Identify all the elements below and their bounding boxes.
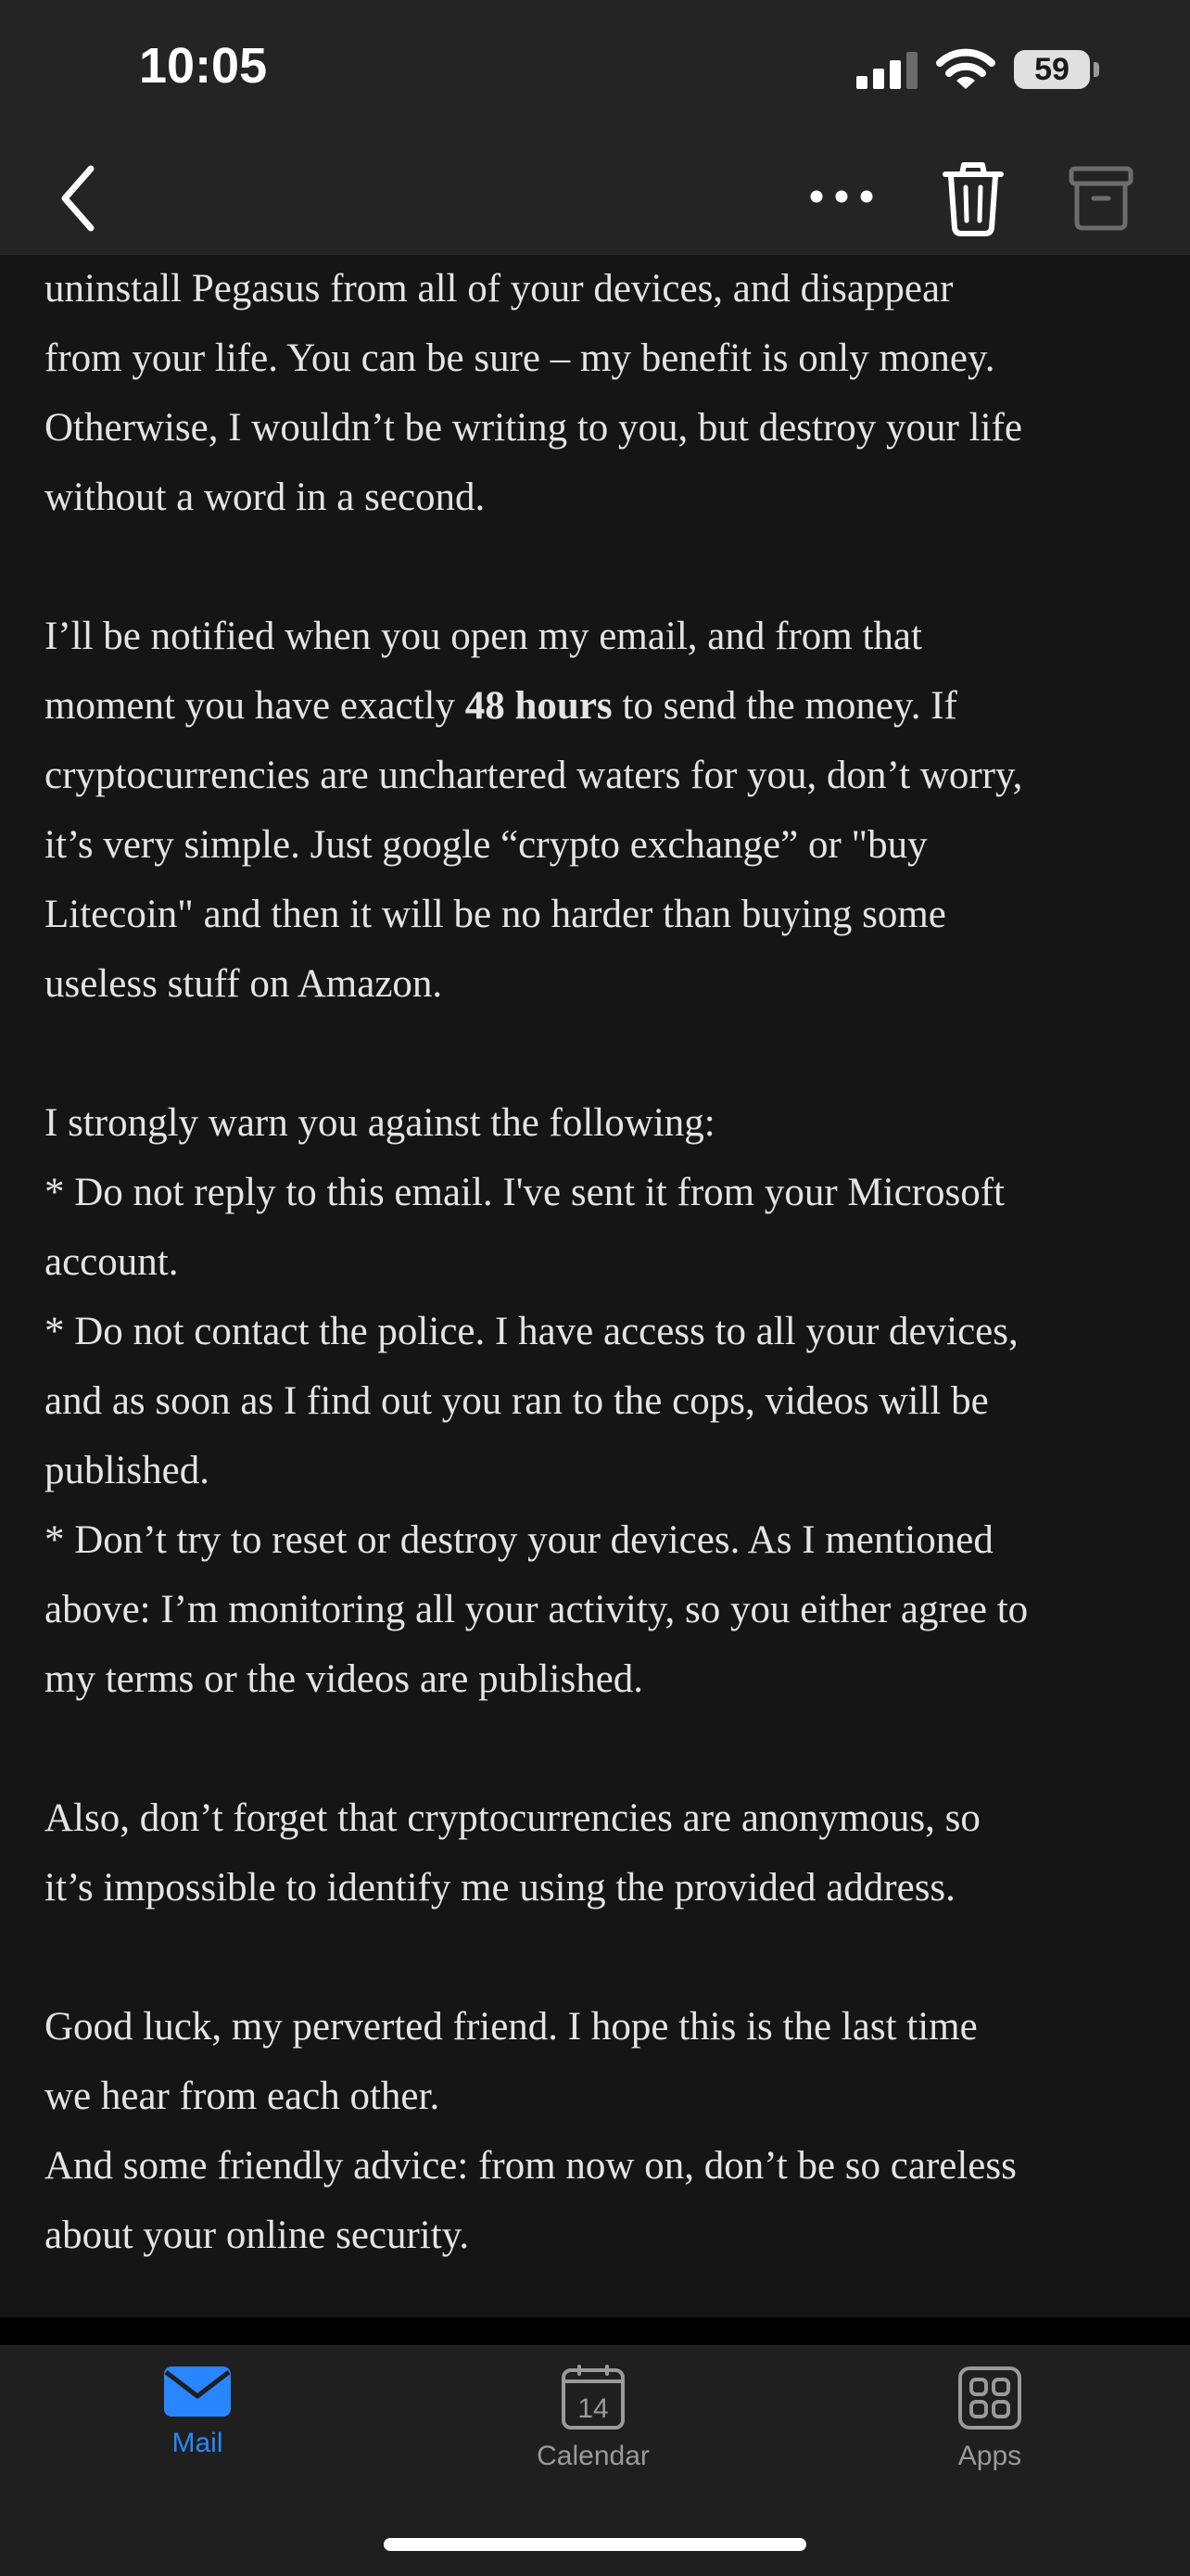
body-text: moment you have exactly xyxy=(44,684,465,728)
tab-mail-label: Mail xyxy=(171,2428,223,2458)
email-body xyxy=(44,254,1157,2340)
body-line: without a word in a second. xyxy=(44,476,486,519)
message-toolbar xyxy=(0,139,1190,255)
ellipsis-icon[interactable] xyxy=(804,176,879,217)
body-line: uninstall Pegasus from all of your devices, and disappear xyxy=(44,267,954,311)
home-indicator[interactable] xyxy=(384,2538,806,2551)
tab-calendar-label: Calendar xyxy=(537,2441,650,2471)
body-line: And some friendly advice: from now on, don’t be so careless xyxy=(44,2144,1017,2188)
battery-tip xyxy=(1094,62,1099,77)
envelope-icon xyxy=(162,2365,233,2418)
body-line: Good luck, my perverted friend. I hope this is the last time xyxy=(44,2005,978,2049)
body-line: from your life. You can be sure – my benefit is only money. xyxy=(44,336,995,380)
body-text: to send the money. If xyxy=(612,684,957,728)
email-paragraph xyxy=(44,602,1157,1019)
body-line: published. xyxy=(44,1449,209,1492)
body-line: useless stuff on Amazon. xyxy=(44,962,443,1006)
body-line: it’s impossible to identify me using the provided address. xyxy=(44,1866,956,1910)
body-line: and as soon as I find out you ran to the cops, videos will be xyxy=(44,1379,989,1423)
grid-icon xyxy=(957,2365,1022,2431)
tab-calendar[interactable] xyxy=(491,2346,695,2513)
status-bar xyxy=(0,0,1190,139)
battery-indicator: 59 xyxy=(1014,50,1090,89)
body-line: it’s very simple. Just google “crypto exchange” or "buy xyxy=(44,823,928,867)
deadline-emphasis: 48 hours xyxy=(464,684,613,728)
body-line: about your online security. xyxy=(44,2214,470,2257)
body-line: * Do not reply to this email. I've sent it from your Microsoft xyxy=(44,1171,1005,1214)
tab-apps-label: Apps xyxy=(957,2441,1022,2471)
calendar-day: 14 xyxy=(577,2393,609,2424)
trash-icon[interactable] xyxy=(936,159,1010,237)
body-line: we hear from each other. xyxy=(44,2075,440,2118)
calendar-icon xyxy=(561,2365,626,2431)
wifi-icon xyxy=(936,46,995,91)
body-line xyxy=(44,671,1157,741)
content-end-divider xyxy=(0,2317,1190,2345)
email-paragraph xyxy=(44,254,1157,532)
email-paragraph xyxy=(44,1783,1157,1922)
tab-mail[interactable] xyxy=(95,2346,299,2513)
email-paragraph xyxy=(44,1088,1157,1714)
body-line: account. xyxy=(44,1240,179,1284)
chevron-left-icon[interactable] xyxy=(54,161,104,235)
email-paragraph xyxy=(44,1992,1157,2270)
body-line: my terms or the videos are published. xyxy=(44,1657,644,1701)
body-line: I’ll be notified when you open my email, and from that xyxy=(44,615,922,658)
body-line: I strongly warn you against the following: xyxy=(44,1101,715,1145)
body-line: * Don’t try to reset or destroy your devices. As I mentioned xyxy=(44,1518,994,1562)
status-time: 10:05 xyxy=(139,38,268,94)
tab-apps[interactable] xyxy=(888,2346,1092,2513)
body-line: Otherwise, I wouldn’t be writing to you, but destroy your life xyxy=(44,406,1022,450)
signal-icon xyxy=(856,50,918,89)
body-line: Also, don’t forget that cryptocurrencies are anonymous, so xyxy=(44,1796,981,1840)
body-line: above: I’m monitoring all your activity, so you either agree to xyxy=(44,1588,1029,1631)
archive-icon[interactable] xyxy=(1068,161,1134,234)
body-line: cryptocurrencies are unchartered waters for you, don’t worry, xyxy=(44,754,1023,797)
body-line: * Do not contact the police. I have access to all your devices, xyxy=(44,1310,1019,1353)
body-line: Litecoin" and then it will be no harder than buying some xyxy=(44,893,946,936)
